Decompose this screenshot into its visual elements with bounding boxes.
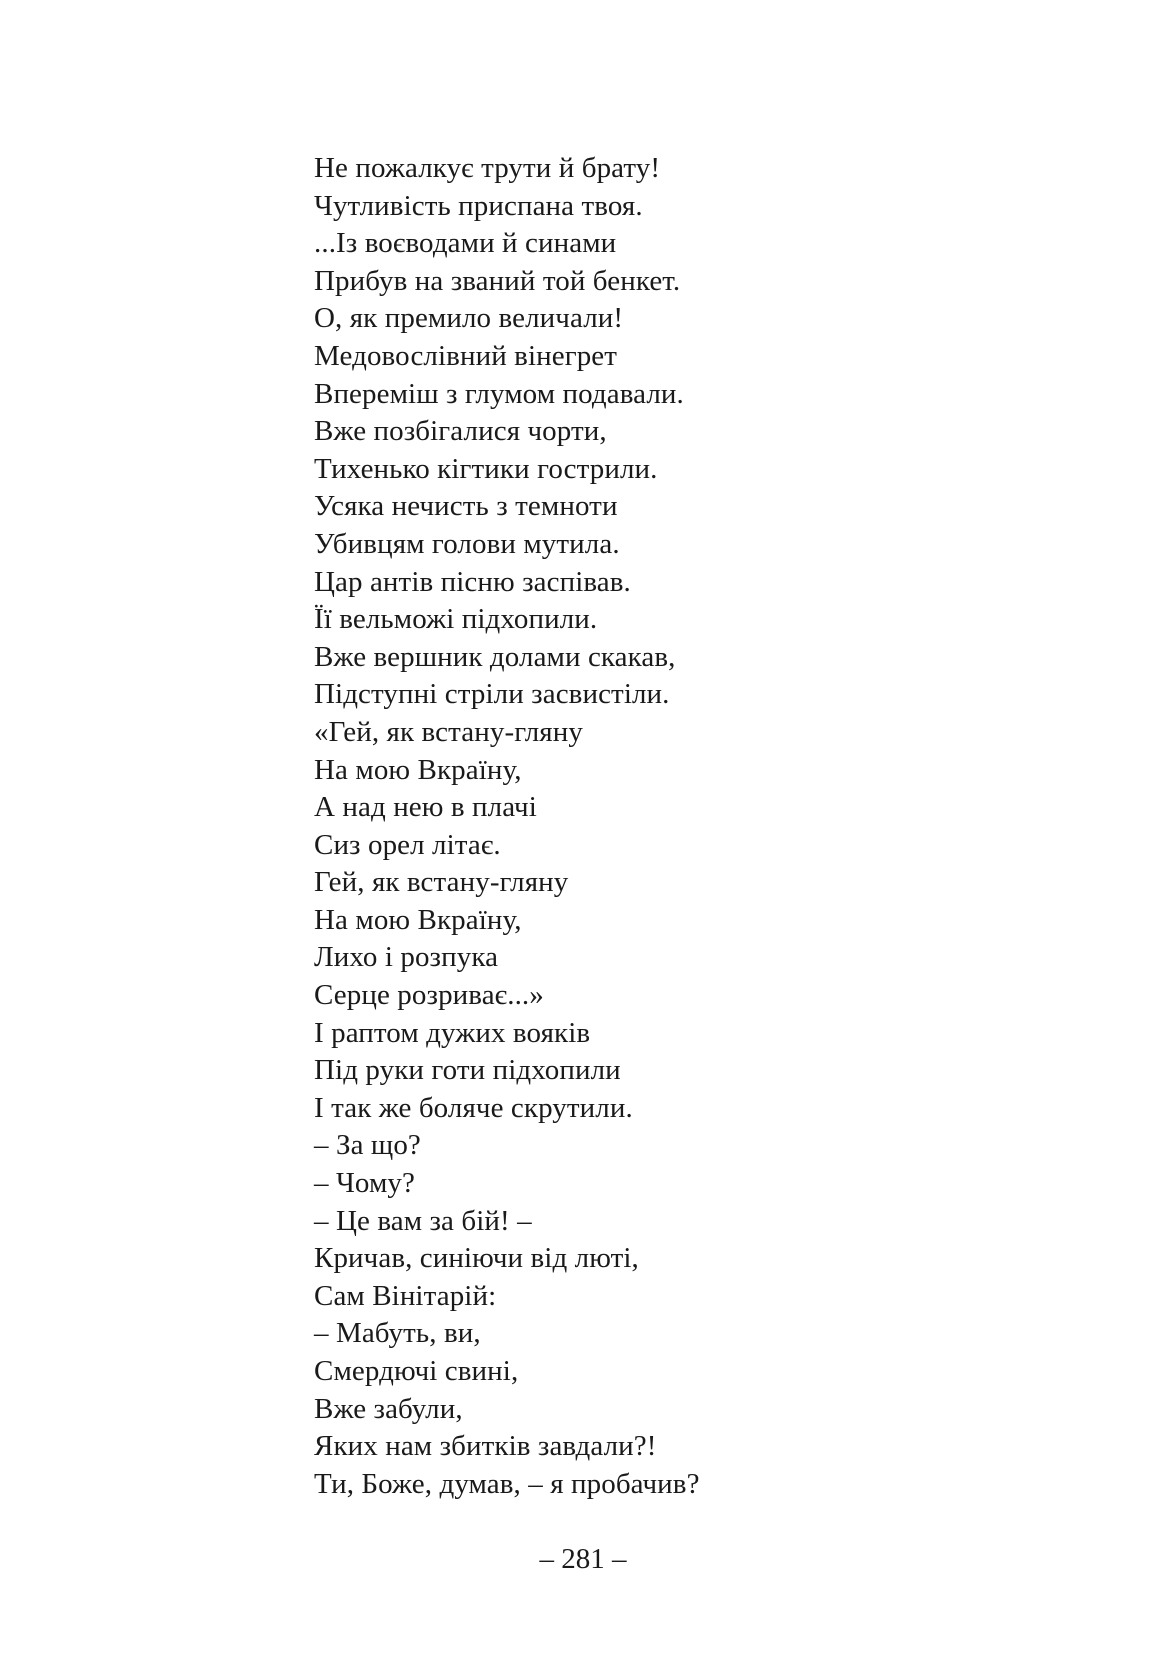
poem-line: Вже забули,	[314, 1392, 463, 1425]
poem-line: Усяка нечисть з темноти	[314, 490, 618, 523]
poem-line: Вже вершник долами скакав,	[314, 640, 676, 673]
poem-line: О, як премило величали!	[314, 302, 624, 335]
poem-line: Убивцям голови мутила.	[314, 527, 620, 560]
poem-line: – Це вам за бій! –	[314, 1204, 532, 1237]
poem-line: І так же боляче скрутили.	[314, 1091, 633, 1124]
poem-line: Лихо і розпука	[314, 941, 499, 974]
poem-line: Впереміш з глумом подавали.	[314, 377, 684, 410]
poem-line: Не пожалкує трути й брату!	[314, 152, 661, 184]
poem-line: На мою Вкраїну,	[314, 903, 522, 936]
poem-line: Сам Вінітарій:	[314, 1279, 497, 1312]
poem-line: Під руки готи підхопили	[314, 1054, 621, 1087]
poem-line: Прибув на званий той бенкет.	[314, 264, 681, 297]
poem-text	[314, 150, 1074, 1503]
poem-line: Цар антів пісню заспівав.	[314, 565, 631, 598]
page-number: – 281 –	[539, 1543, 627, 1575]
poem-line: На мою Вкраїну,	[314, 753, 522, 786]
poem-line: ...Із воєводами й синами	[314, 227, 617, 260]
poem-line: Гей, як встану-гляну	[314, 866, 569, 899]
poem-line: Чутливість приспана твоя.	[314, 189, 643, 222]
poem-line: Підступні стріли засвистіли.	[314, 678, 670, 711]
poem-line: Яких нам збитків завдали?!	[314, 1430, 657, 1463]
poem-line: Вже позбігалися чорти,	[314, 415, 607, 448]
poem-line: Кричав, синіючи від люті,	[314, 1242, 639, 1275]
poem-line: – За що?	[314, 1129, 421, 1162]
poem-line: Серце розриває...»	[314, 979, 544, 1012]
poem-line: Медовослівний вінегрет	[314, 339, 618, 372]
poem-line: Тихенько кігтики гострили.	[314, 452, 658, 485]
poem-line: – Чому?	[314, 1167, 415, 1200]
poem-line: Ти, Боже, думав, – я пробачив?	[314, 1467, 700, 1500]
poem-line: А над нею в плачі	[314, 791, 537, 824]
poem-line: І раптом дужих вояків	[314, 1016, 591, 1049]
poem-line: Сиз орел літає.	[314, 828, 501, 861]
poem-line: – Мабуть, ви,	[314, 1317, 481, 1350]
poem-line: Смердючі свині,	[314, 1355, 519, 1387]
poem-line: Її вельможі підхопили.	[314, 603, 598, 636]
poem-line: «Гей, як встану-гляну	[314, 715, 583, 748]
